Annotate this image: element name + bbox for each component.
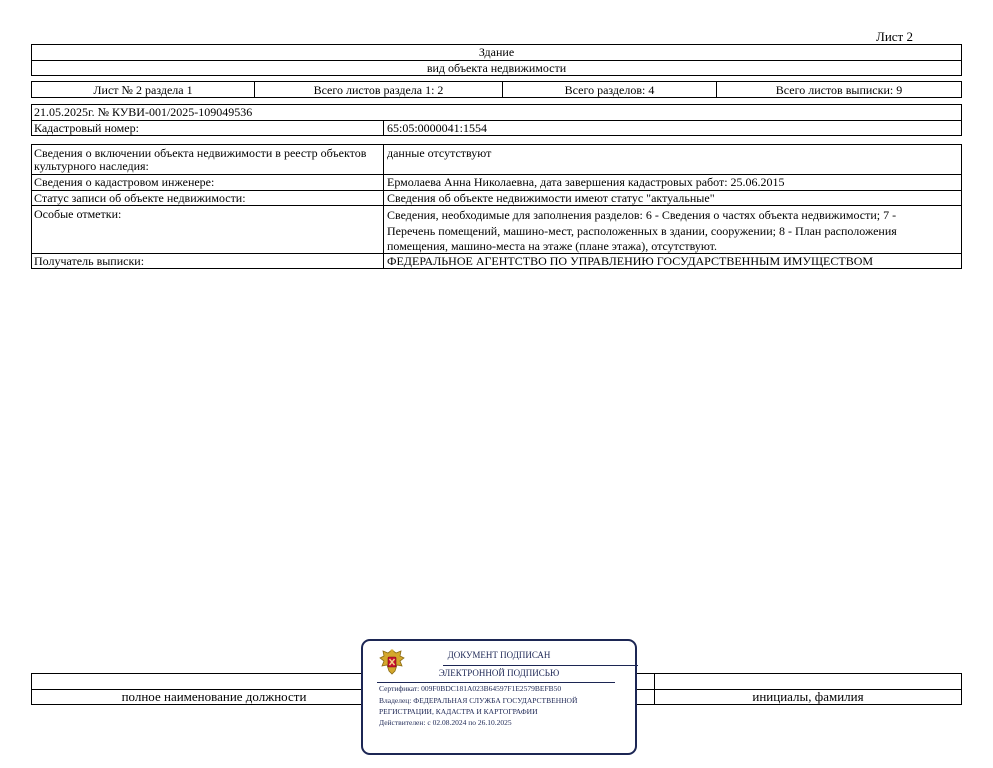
total-sections: Всего разделов: 4	[564, 83, 655, 97]
record-status-value: Сведения об объекте недвижимости имеют статус "актуальные"	[387, 191, 715, 205]
header-box	[31, 44, 962, 76]
stamp-owner-line2: РЕГИСТРАЦИИ, КАДАСТРА И КАРТОГРАФИИ	[379, 707, 538, 716]
total-sheets-extract: Всего листов выписки: 9	[775, 83, 903, 97]
sheet-meta-row	[31, 81, 962, 98]
heritage-label-line1: Сведения о включении объекта недвижимости в реестр объектов	[34, 146, 367, 160]
record-status-label: Статус записи об объекте недвижимости:	[34, 191, 246, 205]
special-notes-line3: помещения, машино-места на этаже (плане этажа), отсутствуют.	[387, 239, 718, 253]
special-notes-line1: Сведения, необходимые для заполнения разделов: 6 - Сведения о частях объекта недвижимости; 7 -	[387, 208, 897, 222]
sheet-label: Лист 2	[876, 29, 913, 44]
stamp-validity: Действителен: с 02.08.2024 по 26.10.2025	[379, 718, 512, 727]
extract-number: 21.05.2025г. № КУВИ-001/2025-109049536	[34, 105, 253, 119]
special-notes-label: Особые отметки:	[34, 207, 122, 221]
name-caption: инициалы, фамилия	[752, 689, 864, 704]
identification-box	[31, 104, 962, 136]
stamp-certificate: Сертификат: 009F0BDC181A023B64597F1E2579BEFB50	[379, 684, 562, 693]
object-type-caption: вид объекта недвижимости	[426, 61, 567, 75]
heritage-label-line2: культурного наследия:	[34, 159, 149, 173]
engineer-value: Ермолаева Анна Николаевна, дата завершения кадастровых работ: 25.06.2015	[387, 175, 785, 189]
object-title: Здание	[478, 45, 515, 59]
engineer-label: Сведения о кадастровом инженере:	[34, 175, 215, 189]
details-table	[31, 144, 962, 269]
electronic-signature-stamp	[361, 639, 637, 755]
recipient-label: Получатель выписки:	[34, 254, 145, 268]
cadastral-number-value: 65:05:0000041:1554	[387, 121, 488, 135]
sheet-of-section: Лист № 2 раздела 1	[93, 83, 193, 97]
total-sheets-section: Всего листов раздела 1: 2	[313, 83, 444, 97]
stamp-title-line2: ЭЛЕКТРОННОЙ ПОДПИСЬЮ	[438, 668, 560, 678]
position-caption: полное наименование должности	[121, 689, 307, 704]
heritage-value: данные отсутствуют	[387, 146, 492, 160]
stamp-title-line1: ДОКУМЕНТ ПОДПИСАН	[447, 650, 551, 660]
recipient-value: ФЕДЕРАЛЬНОЕ АГЕНТСТВО ПО УПРАВЛЕНИЮ ГОСУДАРСТВЕННЫМ ИМУЩЕСТВОМ	[387, 254, 874, 268]
cadastral-number-label: Кадастровый номер:	[34, 121, 139, 135]
special-notes-line2: Перечень помещений, машино-мест, расположенных в здании, сооружении; 8 - План расположения	[387, 224, 897, 238]
stamp-owner-line1: Владелец: ФЕДЕРАЛЬНАЯ СЛУЖБА ГОСУДАРСТВЕННОЙ	[379, 696, 578, 705]
